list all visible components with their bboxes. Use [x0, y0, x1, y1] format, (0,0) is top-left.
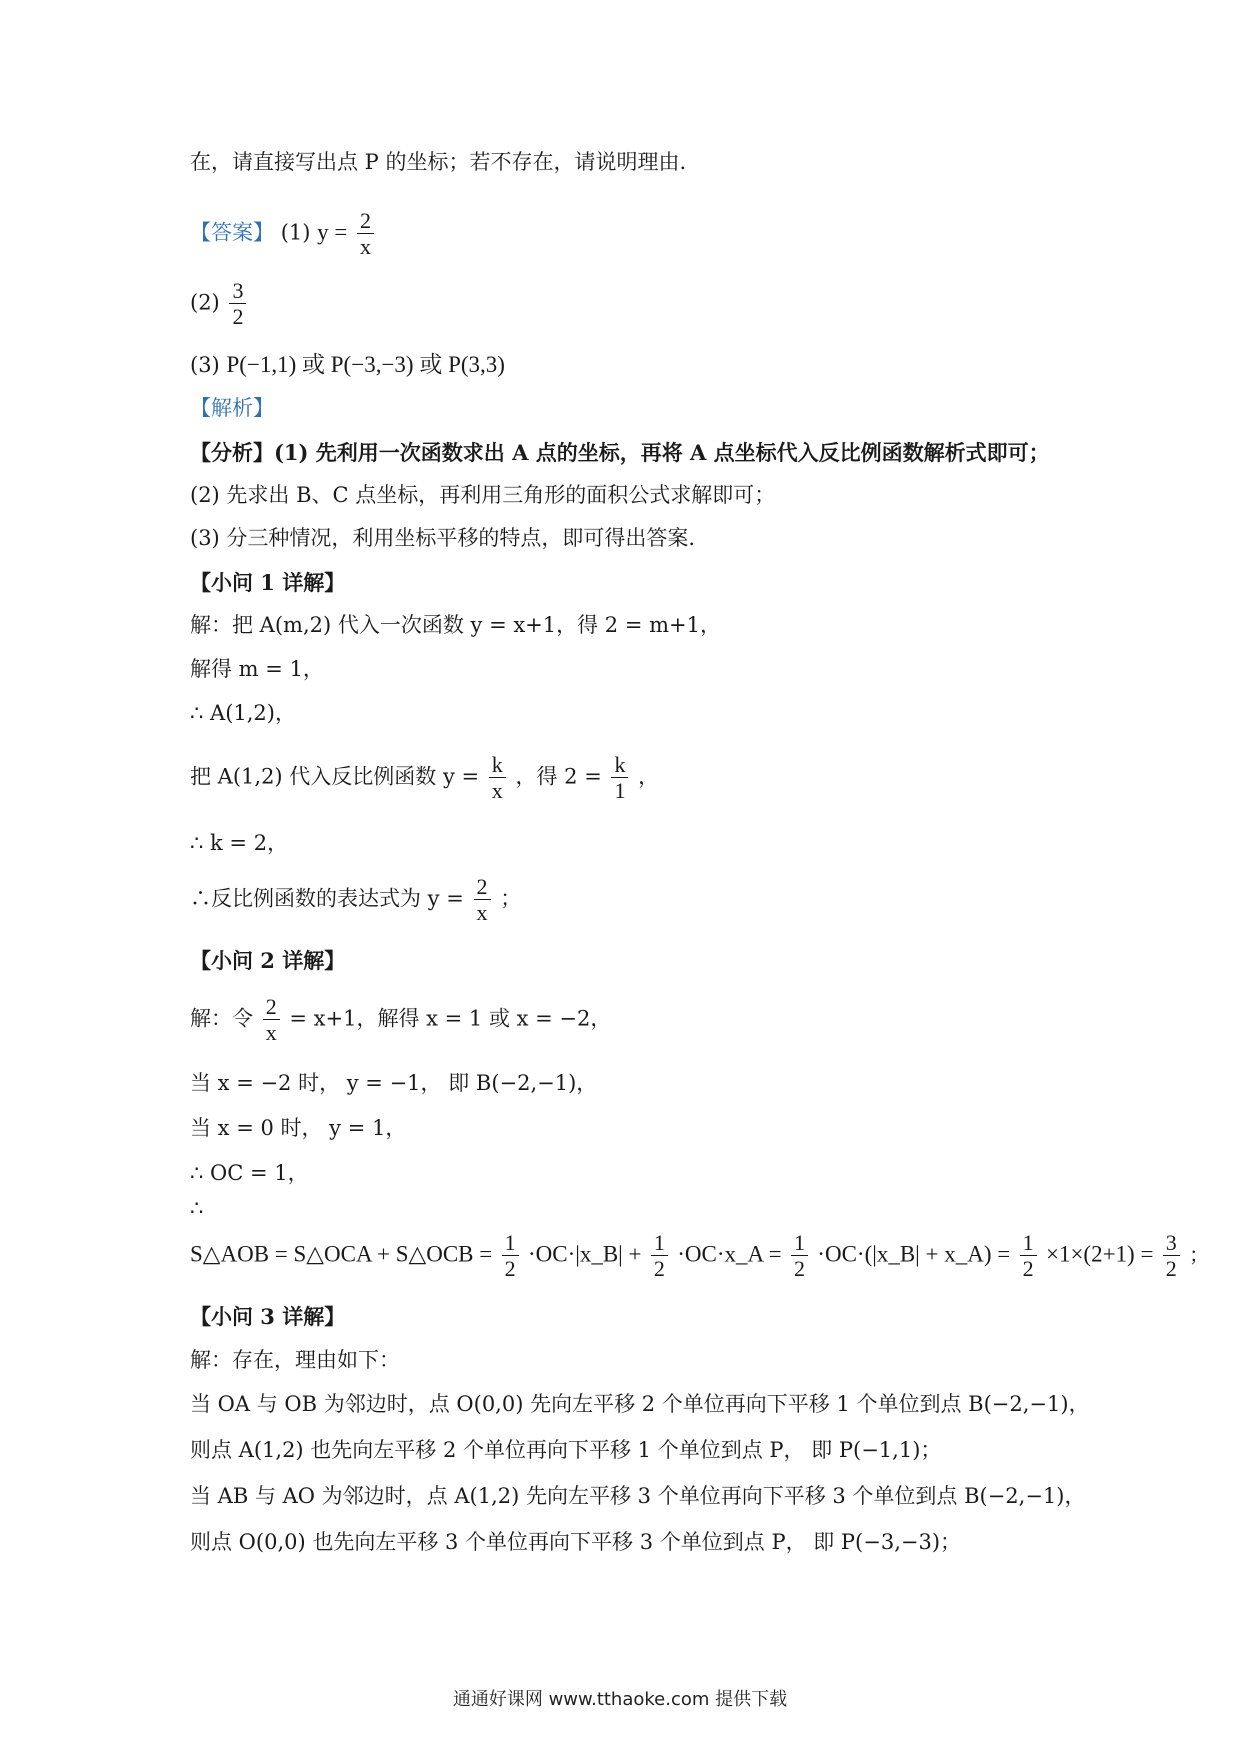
fraction: $\frac{2}{x}$ — [474, 874, 491, 926]
therefore-symbol: ∴ — [190, 1196, 204, 1220]
section-heading-1: 【小问 1 详解】 — [190, 570, 346, 595]
fraction: $\frac{1}{2}$ — [791, 1230, 808, 1282]
solution-line: 当 AB 与 AO 为邻边时，点 A(1,2) 先向左平移 3 个单位再向下平移 3 个单位到点 B(−2,−1)， — [190, 1484, 1086, 1508]
solution-line: ∴ k = 2， — [190, 831, 289, 855]
solution-line: ∴ A(1,2)， — [190, 701, 296, 725]
fraction: $\frac{1}{2}$ — [1020, 1230, 1037, 1282]
solution-line: 则点 O(0,0) 也先向左平移 3 个单位再向下平移 3 个单位到点 P， 即 P(−3,−3)； — [190, 1530, 962, 1554]
answer-tag: 【答案】 — [190, 220, 274, 245]
fraction: $\frac{k}{1}$ — [611, 752, 628, 804]
fraction: $\frac{3}{2}$ — [229, 278, 246, 330]
section-heading-3: 【小问 3 详解】 — [190, 1304, 346, 1329]
area-formula: S△AOB = S△OCA + S△OCB = $\frac{1}{2}$ ·OC·|x_B| + $\frac{1}{2}$ ·OC·x_A = $\frac{1}{2}$ ·OC·(|x_B| + x_A) = $\frac{1}{2}$ ×1×(2+1) = $\frac{3}{2}$ ； — [190, 1230, 1210, 1282]
solution-line: 当 x = −2 时， y = −1， 即 B(−2,−1)， — [190, 1071, 598, 1095]
solution-line: 解：把 A(m,2) 代入一次函数 y = x+1，得 2 = m+1， — [190, 613, 721, 637]
solution-line: 解：存在，理由如下： — [190, 1348, 400, 1372]
analysis-tag: 【解析】 — [190, 396, 274, 420]
fraction: $\frac{k}{x}$ — [489, 752, 506, 804]
solution-line: 当 OA 与 OB 为邻边时，点 O(0,0) 先向左平移 2 个单位再向下平移 1 个单位到点 B(−2,−1)， — [190, 1392, 1090, 1416]
solution-line: 则点 A(1,2) 也先向左平移 2 个单位再向下平移 1 个单位到点 P， 即 P(−1,1)； — [190, 1438, 942, 1462]
fraction: $\frac{2}{x}$ — [357, 208, 374, 260]
analysis-summary-1: 【分析】(1) 先利用一次函数求出 A 点的坐标，再将 A 点坐标代入反比例函数解析式即可； — [190, 440, 1050, 465]
solution-line: 解得 m = 1， — [190, 657, 324, 681]
answer-1: 【答案】 (1) y = $\frac{2}{x}$ — [190, 208, 377, 260]
solution-line: 解：令 $\frac{2}{x}$ = x+1，解得 x = 1 或 x = −2， — [190, 994, 612, 1046]
analysis-summary-3: (3) 分三种情况，利用坐标平移的特点，即可得出答案. — [190, 526, 696, 550]
answer-2: (2) $\frac{3}{2}$ — [190, 278, 249, 330]
fraction: $\frac{1}{2}$ — [651, 1230, 668, 1282]
fraction: $\frac{2}{x}$ — [263, 994, 280, 1046]
section-heading-2: 【小问 2 详解】 — [190, 948, 346, 973]
analysis-summary-2: (2) 先求出 B、C 点坐标，再利用三角形的面积公式求解即可； — [190, 483, 776, 507]
answer-3: (3) P(−1,1) 或 P(−3,−3) 或 P(3,3) — [190, 352, 505, 377]
fraction: $\frac{3}{2}$ — [1163, 1230, 1180, 1282]
solution-line: ∴ OC = 1， — [190, 1161, 309, 1185]
fraction: $\frac{1}{2}$ — [502, 1230, 519, 1282]
solution-line: ∴反比例函数的表达式为 y = $\frac{2}{x}$ ； — [190, 874, 522, 926]
solution-line: 当 x = 0 时， y = 1， — [190, 1116, 407, 1140]
solution-line: 把 A(1,2) 代入反比例函数 y = $\frac{k}{x}$ ，得 2 = $\frac{k}{1}$ ， — [190, 752, 660, 804]
page-footer: 通通好课网 www.tthaoke.com 提供下载 — [452, 1689, 788, 1710]
question-tail: 在，请直接写出点 P 的坐标；若不存在，请说明理由. — [190, 150, 687, 174]
